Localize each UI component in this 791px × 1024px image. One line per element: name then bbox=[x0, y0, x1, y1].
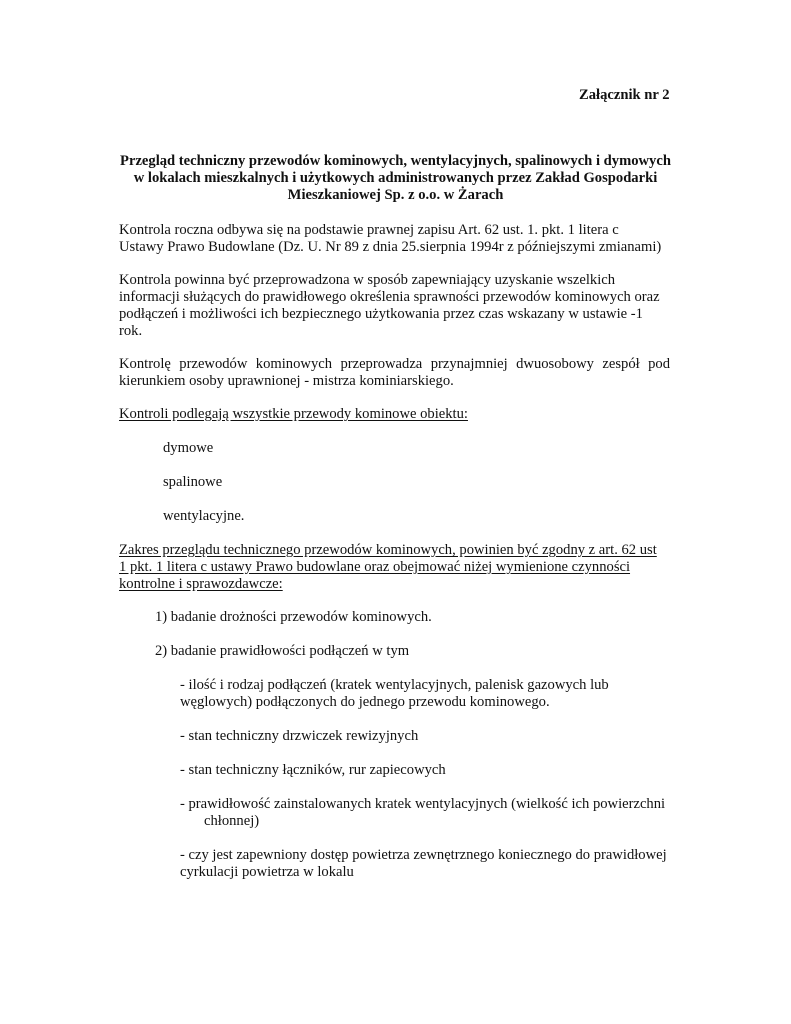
sub-item-line: węglowych) podłączonych do jednego przewodu kominowego. bbox=[180, 694, 550, 710]
numbered-item: 2) badanie prawidłowości podłączeń w tym bbox=[155, 643, 410, 659]
sub-item-line: - stan techniczny łączników, rur zapiecowych bbox=[180, 762, 446, 778]
paragraph-legal-basis-line: Kontrola roczna odbywa się na podstawie prawnej zapisu Art. 62 ust. 1. pkt. 1 litera c bbox=[119, 222, 619, 238]
document-title-line-2: w lokalach mieszkalnych i użytkowych administrowanych przez Zakład Gospodarki bbox=[133, 170, 658, 186]
scope-heading-line: 1 pkt. 1 litera c ustawy Prawo budowlane oraz obejmować niżej wymienione czynności bbox=[119, 559, 631, 575]
flue-type-item: dymowe bbox=[163, 440, 214, 456]
numbered-item: 1) badanie drożności przewodów kominowych. bbox=[155, 609, 432, 625]
paragraph-purpose-line: informacji służących do prawidłowego określenia sprawności przewodów kominowych oraz bbox=[119, 289, 660, 305]
flue-type-item: wentylacyjne. bbox=[163, 508, 245, 524]
scope-heading-line: Zakres przeglądu technicznego przewodów kominowych, powinien być zgodny z art. 62 ust bbox=[119, 542, 657, 558]
subject-heading: Kontroli podlegają wszystkie przewody kominowe obiektu: bbox=[119, 406, 468, 422]
sub-item-line: cyrkulacji powietrza w lokalu bbox=[180, 864, 354, 880]
sub-item-line: chłonnej) bbox=[204, 813, 260, 829]
annex-label: Załącznik nr 2 bbox=[579, 87, 670, 103]
paragraph-purpose-line: Kontrola powinna być przeprowadzona w sposób zapewniający uzyskanie wszelkich bbox=[119, 272, 616, 288]
sub-item-line: - stan techniczny drzwiczek rewizyjnych bbox=[180, 728, 419, 744]
paragraph-purpose-line: rok. bbox=[119, 323, 143, 339]
paragraph-purpose-line: podłączeń i możliwości ich bezpiecznego użytkowania przez czas wskazany w ustawie -1 bbox=[119, 306, 643, 322]
sub-item-line: - ilość i rodzaj podłączeń (kratek wentylacyjnych, palenisk gazowych lub bbox=[180, 677, 609, 693]
paragraph-team-line: Kontrolę przewodów kominowych przeprowadza przynajmniej dwuosobowy zespół pod bbox=[119, 356, 670, 372]
sub-item-line: - prawidłowość zainstalowanych kratek wentylacyjnych (wielkość ich powierzchni bbox=[180, 796, 666, 812]
document-title-line-3: Mieszkaniowej Sp. z o.o. w Żarach bbox=[287, 187, 504, 203]
sub-item-line: - czy jest zapewniony dostęp powietrza zewnętrznego koniecznego do prawidłowej bbox=[180, 847, 667, 863]
paragraph-team-line: kierunkiem osoby uprawnionej - mistrza kominiarskiego. bbox=[119, 373, 454, 389]
flue-type-item: spalinowe bbox=[163, 474, 223, 490]
scope-heading-line: kontrolne i sprawozdawcze: bbox=[119, 576, 283, 592]
paragraph-legal-basis-line: Ustawy Prawo Budowlane (Dz. U. Nr 89 z dnia 25.sierpnia 1994r z późniejszymi zmianami) bbox=[119, 239, 662, 255]
document-title-line-1: Przegląd techniczny przewodów kominowych, wentylacyjnych, spalinowych i dymowych bbox=[120, 153, 671, 169]
